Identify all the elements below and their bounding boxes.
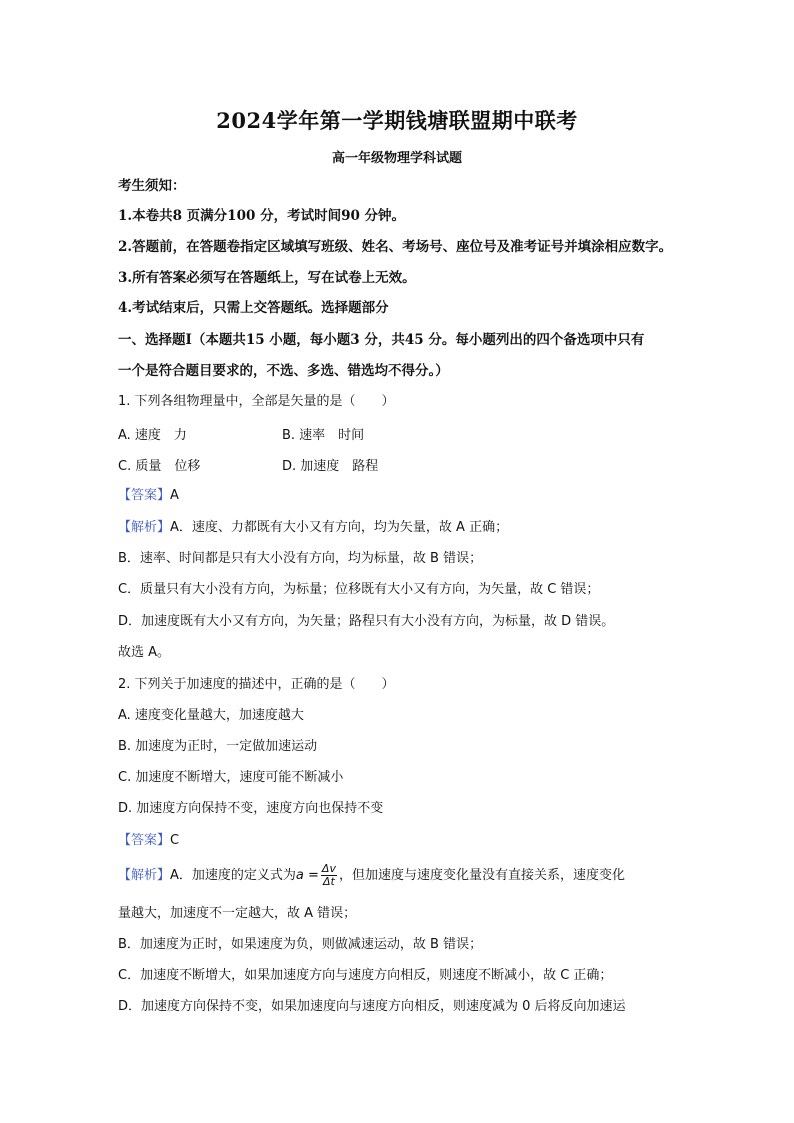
question-1-conclusion: 故选 A。 <box>118 645 171 660</box>
analysis-tag: 【解析】 <box>118 520 171 535</box>
question-1-answer <box>118 486 179 506</box>
analysis-text: A．加速度的定义式为 <box>170 868 296 883</box>
notice-item: 3.所有答案必须写在答题纸上，写在试卷上无效。 <box>118 270 416 286</box>
analysis-text: ，但加速度与速度变化量没有直接关系，速度变化 <box>338 868 625 883</box>
answer-value: A <box>170 488 179 503</box>
question-2-option-d: D. 加速度方向保持不变，速度方向也保持不变 <box>118 801 384 816</box>
question-2-analysis-b: B．加速度为正时，如果速度为负，则做减速运动，故 B 错误； <box>118 937 483 952</box>
answer-tag: 【答案】 <box>118 488 171 503</box>
question-2-answer <box>118 831 179 851</box>
question-1-option-c: C. 质量 位移 <box>118 459 201 474</box>
answer-tag: 【答案】 <box>118 833 171 848</box>
question-2-stem: 2. 下列关于加速度的描述中，正确的是（ ） <box>118 677 395 692</box>
formula-fraction <box>321 863 337 888</box>
formula-numerator: Δv <box>321 862 336 875</box>
analysis-tag: 【解析】 <box>118 868 171 883</box>
page-title: 2024学年第一学期钱塘联盟期中联考 <box>216 108 578 133</box>
analysis-text: A．速度、力都既有大小又有方向，均为矢量，故 A 正确； <box>170 520 509 535</box>
question-1-analysis-d: D．加速度既有大小又有方向，为矢量；路程只有大小没有方向，为标量，故 D 错误。 <box>118 614 615 629</box>
question-2-option-c: C. 加速度不断增大，速度可能不断减小 <box>118 770 344 785</box>
question-2-analysis-a-cont: 量越大，加速度不一定越大，故 A 错误； <box>118 906 357 921</box>
question-1-analysis-b: B．速率、时间都是只有大小没有方向，均为标量，故 B 错误； <box>118 551 483 566</box>
question-2-option-b: B. 加速度为正时，一定做加速运动 <box>118 739 318 754</box>
notice-item: 1.本卷共8 页满分100 分，考试时间90 分钟。 <box>118 208 406 224</box>
question-2-analysis-d: D．加速度方向保持不变，如果加速度向与速度方向相反，则速度减为 0 后将反向加速运 <box>118 999 626 1014</box>
section-heading-line1: 一、选择题Ⅰ（本题共15 小题，每小题3 分，共45 分。每小题列出的四个备选项中只有 <box>118 332 645 348</box>
section-heading-line2: 一个是符合题目要求的，不选、多选、错选均不得分。） <box>118 363 449 379</box>
question-1-stem: 1. 下列各组物理量中，全部是矢量的是（ ） <box>118 394 395 409</box>
answer-value: C <box>170 833 180 848</box>
question-2-analysis-a <box>118 860 625 892</box>
question-1-analysis-c: C．质量只有大小没有方向，为标量；位移既有大小又有方向，为矢量，故 C 错误； <box>118 582 600 597</box>
notice-item: 2.答题前，在答题卷指定区域填写班级、姓名、考场号、座位号及准考证号并填涂相应数字。 <box>118 239 673 255</box>
question-2-analysis-c: C．加速度不断增大，如果加速度方向与速度方向相反，则速度不断减小，故 C 正确； <box>118 968 613 983</box>
question-1-analysis-a <box>118 518 508 538</box>
notice-heading: 考生须知： <box>118 178 186 194</box>
question-1-option-d: D. 加速度 路程 <box>282 459 379 474</box>
question-1-option-a: A. 速度 力 <box>118 428 187 443</box>
question-1-option-b: B. 速率 时间 <box>282 428 365 443</box>
formula-lhs: a = <box>295 868 319 883</box>
page-subtitle: 高一年级物理学科试题 <box>331 151 462 166</box>
formula-denominator: Δt <box>323 875 335 888</box>
notice-item: 4.考试结束后，只需上交答题纸。选择题部分 <box>118 300 389 316</box>
question-2-option-a: A. 速度变化量越大，加速度越大 <box>118 708 304 723</box>
